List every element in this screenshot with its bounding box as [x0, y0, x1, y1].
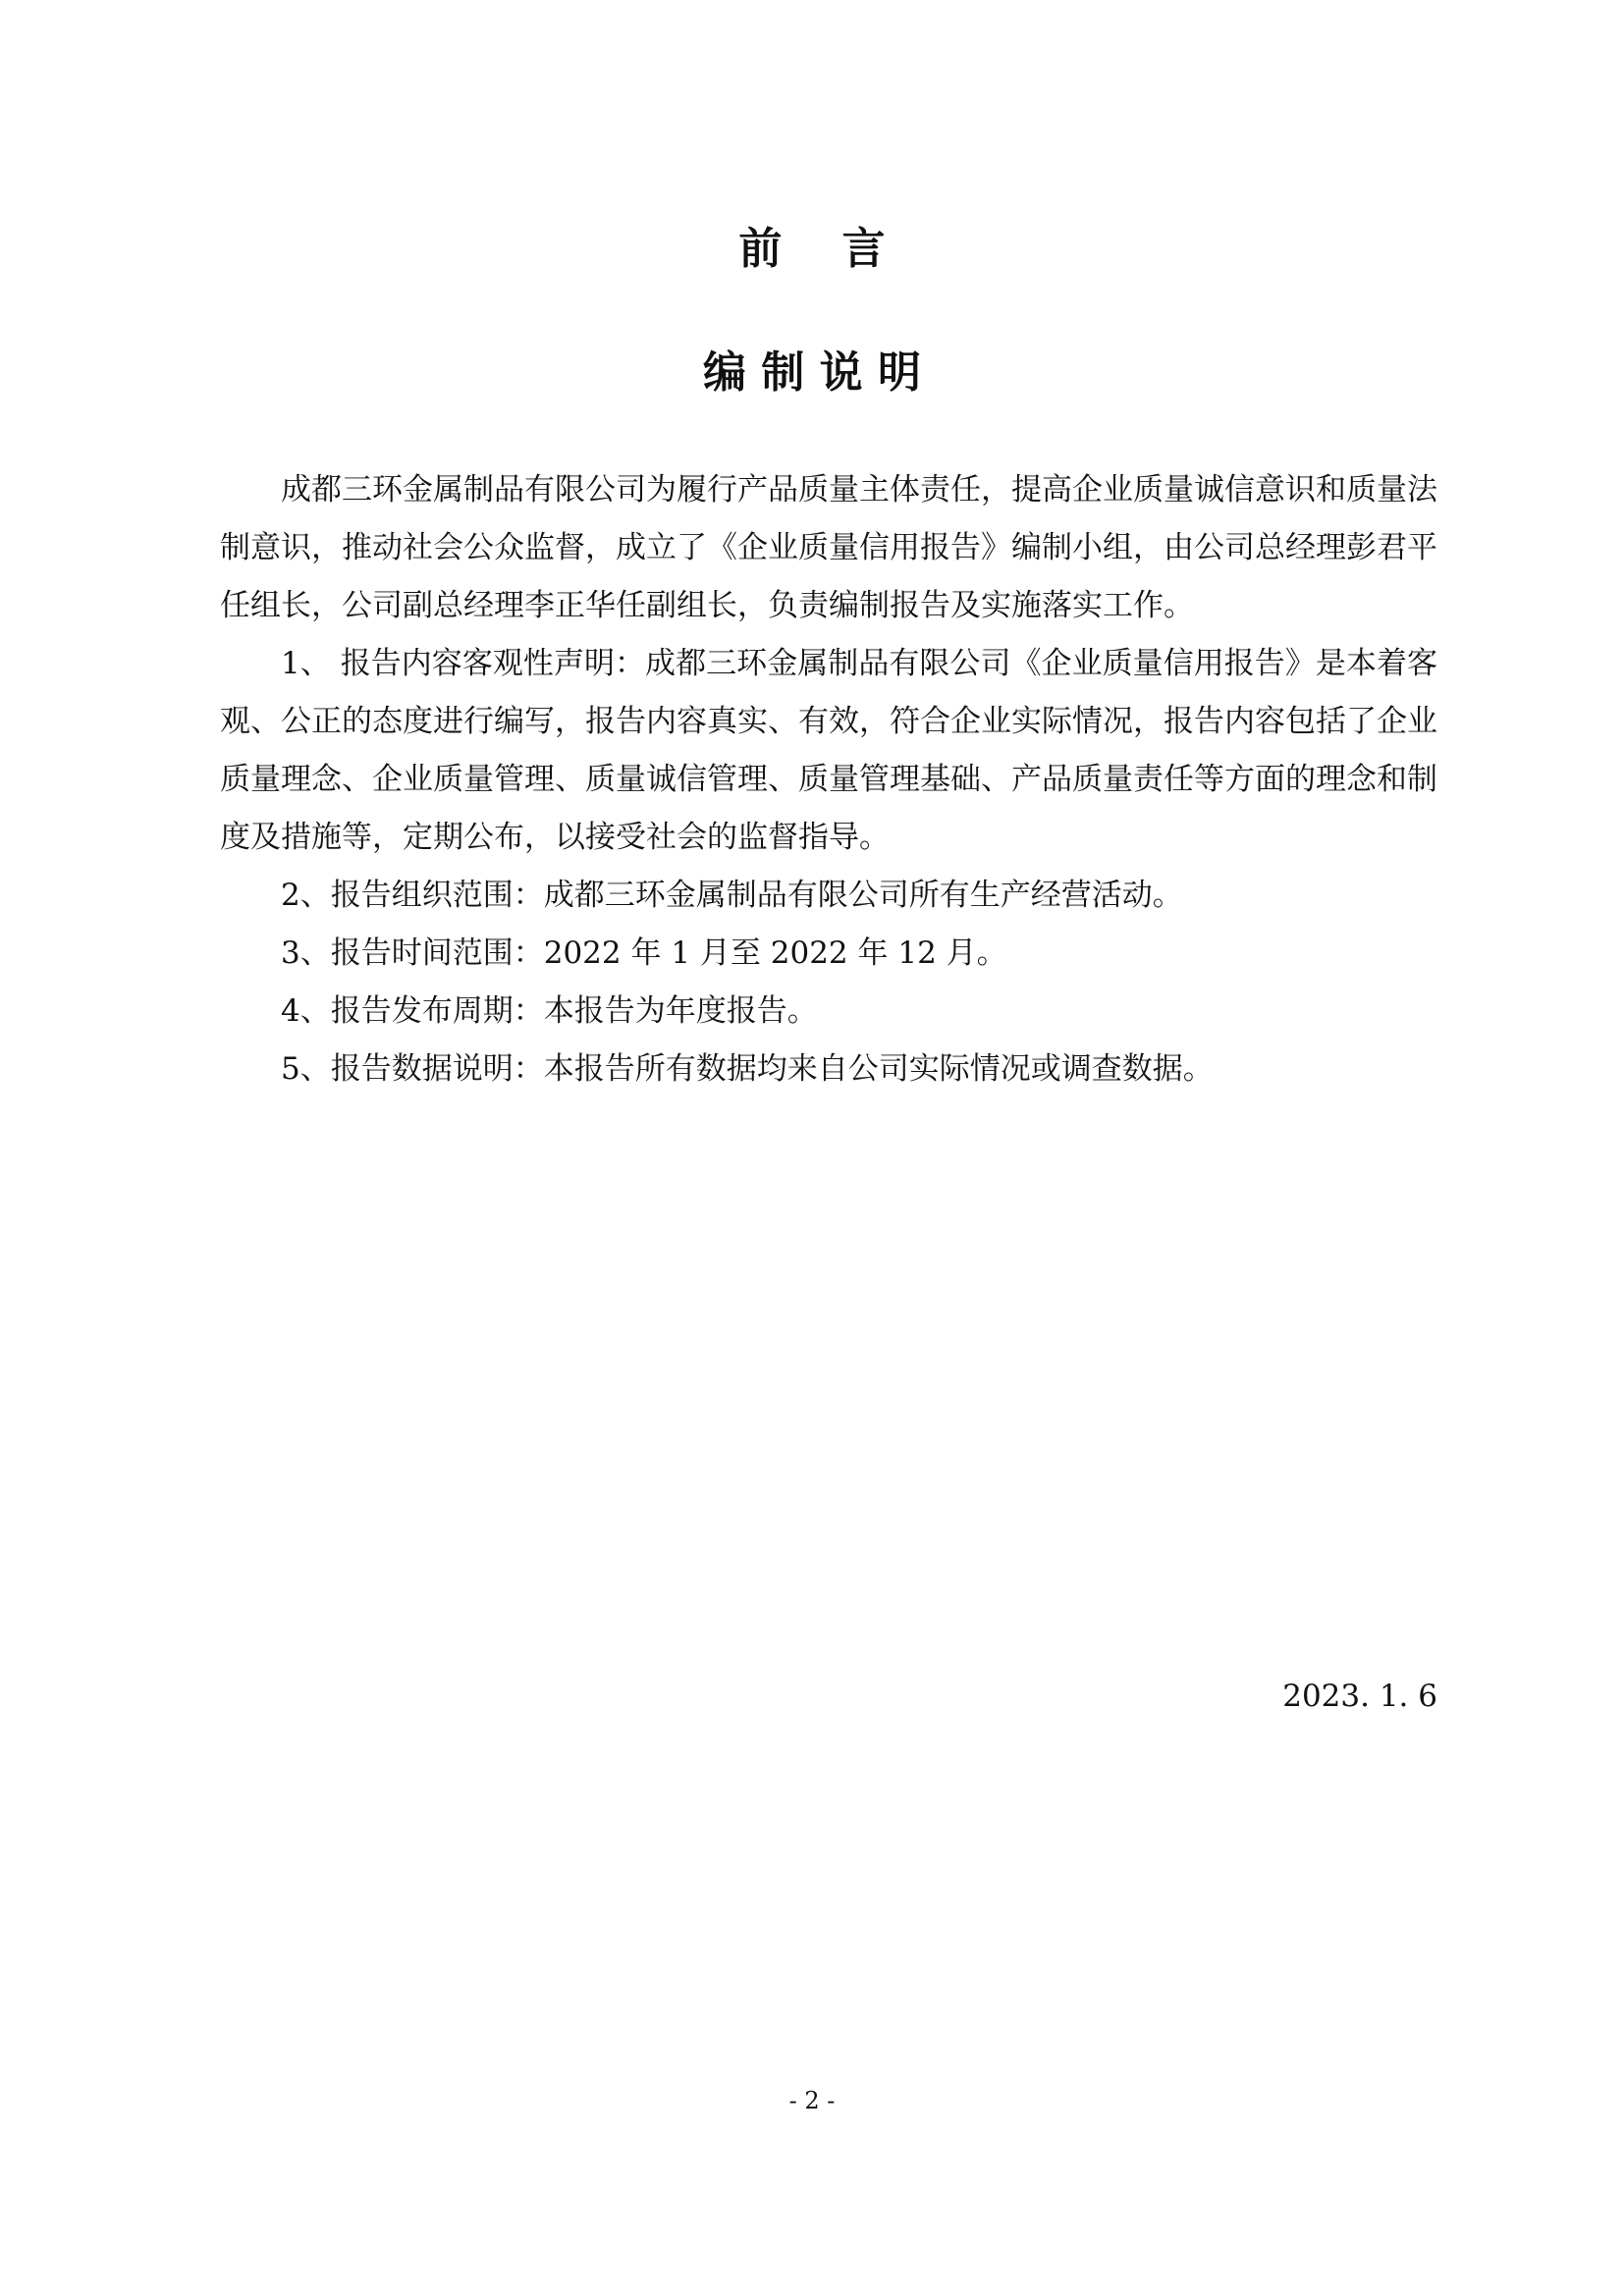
report-date: 2023. 1. 6	[1282, 1679, 1437, 1714]
document-body	[220, 461, 1437, 1098]
objectivity-statement-paragraph: 1、 报告内容客观性声明：成都三环金属制品有限公司《企业质量信用报告》是本着客观、公正的态度进行编写，报告内容真实、有效，符合企业实际情况，报告内容包括了企业质量理念、企业质量管理、质量诚信管理、质量管理基础、产品质量责任等方面的理念和制度及措施等，定期公布，以接受社会的监督指导。	[220, 646, 1437, 855]
data-description-paragraph: 5、报告数据说明：本报告所有数据均来自公司实际情况或调查数据。	[281, 1051, 1214, 1087]
time-scope-paragraph: 3、报告时间范围：2022 年 1 月至 2022 年 12 月。	[281, 935, 1007, 971]
page-number: - 2 -	[788, 2087, 836, 2114]
organization-scope-paragraph: 2、报告组织范围：成都三环金属制品有限公司所有生产经营活动。	[281, 878, 1183, 913]
release-cycle-paragraph: 4、报告发布周期：本报告为年度报告。	[281, 993, 818, 1029]
compilation-notes-heading: 编 制 说 明	[703, 347, 921, 398]
preface-heading: 前 言	[738, 224, 886, 274]
intro-paragraph: 成都三环金属制品有限公司为履行产品质量主体责任，提高企业质量诚信意识和质量法制意识，推动社会公众监督，成立了《企业质量信用报告》编制小组，由公司总经理彭君平任组长，公司副总经理李正华任副组长，负责编制报告及实施落实工作。	[220, 472, 1437, 623]
